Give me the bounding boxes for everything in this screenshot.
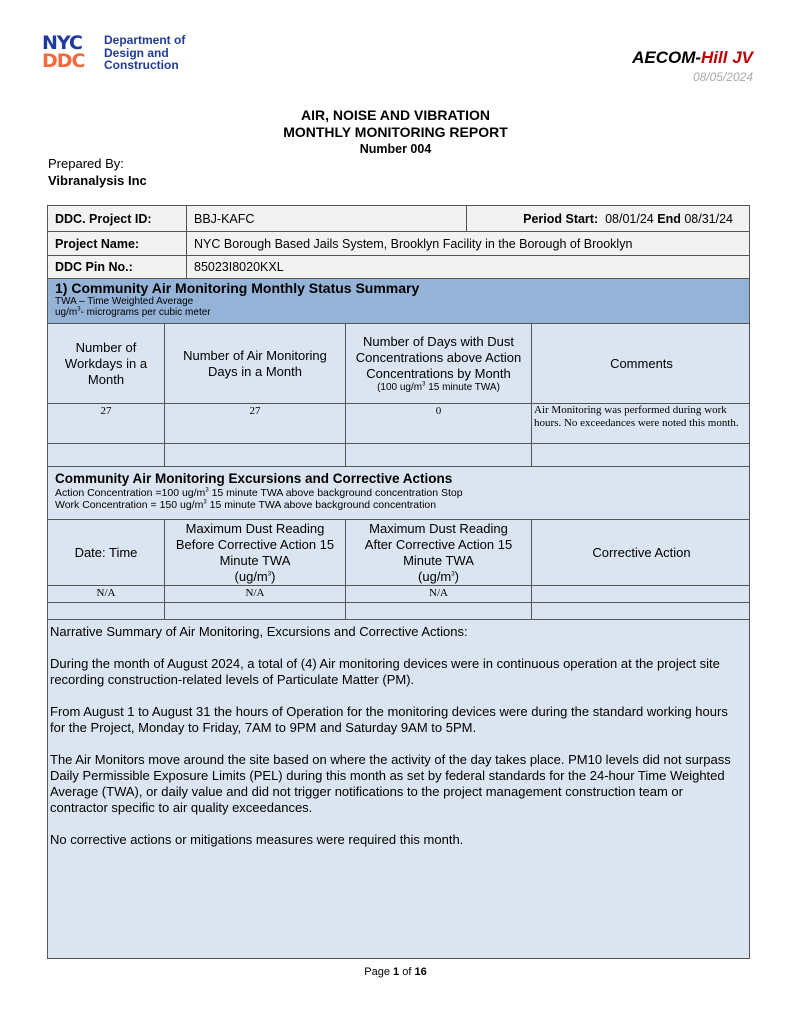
col-after-unit (418, 569, 459, 585)
logo-text (104, 34, 185, 72)
period-cell (466, 206, 751, 231)
twa-definition: TWA – Time Weighted Average (55, 296, 194, 307)
unit-sup: 3 (267, 571, 272, 578)
unit-def-sup: 3 (77, 306, 81, 313)
logo-line: Design and (104, 45, 169, 60)
empty-cell (48, 603, 164, 619)
empty-cell (48, 444, 164, 466)
prepared-by-company: Vibranalysis Inc (48, 173, 147, 188)
period-start-value: 08/01/24 (605, 211, 654, 226)
col-after-reading (345, 520, 531, 585)
unit-pre: (ug/m (234, 568, 268, 584)
project-id-value: BBJ-KAFC (186, 206, 466, 231)
empty-cell (345, 444, 531, 466)
unit-def-pre: ug/m (55, 307, 78, 318)
pin-row (48, 256, 749, 279)
work-sup: 3 (203, 499, 207, 506)
logo-mark (42, 34, 98, 72)
unit-sup: 3 (451, 571, 455, 578)
section1-header (48, 279, 749, 324)
title-line2: MONTHLY MONITORING REPORT (283, 124, 508, 140)
excursion-row-empty (48, 603, 749, 620)
empty-cell (345, 603, 531, 619)
summary-header-row (48, 324, 749, 404)
narrative-paragraph: The Air Monitors move around the site based on where the activity of the day takes place. PM10 levels did not surpass Daily Permissible Exposure Limits (PEL) during this month as set by federal standards for the 24-hour Time Weighted Average (TWA), or daily value and did not trigger notifications to the project management construction team or contractor specific to air quality exceedances. (50, 752, 731, 815)
unit-post: ) (454, 568, 459, 584)
excursion-row (48, 586, 749, 603)
unit-pre: (ug/m (418, 568, 452, 584)
period-start-label: Period Start: (523, 211, 599, 226)
work-pre: Work Concentration = 150 ug/m (55, 499, 204, 511)
empty-cell (531, 603, 751, 619)
empty-cell (164, 444, 345, 466)
title-line1: AIR, NOISE AND VIBRATION (300, 107, 490, 123)
col-after-label: Maximum Dust Reading After Corrective Action 15 Minute TWA (364, 520, 513, 568)
period-end-label: End (657, 211, 681, 226)
summary-row (48, 404, 749, 444)
project-id-row (48, 206, 749, 232)
col-before-label: Maximum Dust Reading Before Corrective Action 15 Minute TWA (175, 520, 335, 568)
summary-row-empty (48, 444, 749, 467)
jv-block (632, 48, 753, 84)
col-monitoring-days: Number of Air Monitoring Days in a Month (164, 324, 345, 403)
project-name-label: Project Name: (55, 236, 140, 251)
note-pre: (100 ug/m (377, 382, 423, 393)
report-number: Number 004 (359, 142, 432, 156)
col-exceedance-days (345, 324, 531, 403)
narrative-heading: Narrative Summary of Air Monitoring, Excursions and Corrective Actions: (50, 624, 468, 639)
prepared-by-label: Prepared By: (48, 156, 124, 171)
project-id-label: DDC. Project ID: (55, 211, 152, 226)
report-form (47, 205, 750, 959)
logo-nyc: NYC (42, 32, 82, 54)
section1-title: 1) Community Air Monitoring Monthly Status Summary (55, 280, 420, 296)
logo-ddc: DDC (42, 50, 85, 72)
col-exceedance-days-note (377, 382, 500, 393)
project-name-row (48, 232, 749, 256)
unit-definition (48, 307, 749, 318)
action-sup: 3 (205, 487, 209, 494)
jv-name-red: Hill JV (701, 48, 753, 67)
after-value: N/A (345, 586, 531, 602)
work-concentration (48, 499, 749, 511)
jv-name (632, 48, 753, 68)
action-pre: Action Concentration =100 ug/m (55, 487, 206, 499)
narrative-summary (48, 620, 749, 864)
comments-value: Air Monitoring was performed during work hours. No exceedances were noted this month. (531, 404, 751, 443)
workdays-value: 27 (100, 405, 112, 417)
col-before-unit (235, 569, 276, 585)
period-end-value: 08/31/24 (684, 211, 733, 226)
narrative-paragraph: During the month of August 2024, a total of (4) Air monitoring devices were in continuous operation at the project site recording construction-related levels of Particulate Matter (PM). (50, 656, 720, 687)
col-date-time: Date: Time (74, 544, 138, 560)
date-time-value: N/A (96, 587, 116, 599)
jv-date: 08/05/2024 (692, 70, 753, 84)
col-workdays: Number of Workdays in a Month (64, 339, 148, 387)
project-name-value: NYC Borough Based Jails System, Brooklyn Facility in the Borough of Brooklyn (186, 232, 751, 255)
logo-line: Department of (104, 33, 186, 47)
note-post: 15 minute TWA) (425, 382, 500, 393)
excursions-header (48, 467, 749, 520)
col-comments: Comments (531, 324, 751, 403)
nyc-ddc-logo (42, 34, 202, 74)
narrative-paragraph: No corrective actions or mitigations measures were required this month. (50, 832, 464, 847)
page-total: 16 (414, 966, 427, 978)
col-before-reading (164, 520, 345, 585)
logo-line: Construction (104, 58, 179, 72)
pin-label: DDC Pin No.: (55, 260, 133, 274)
unit-post: ) (271, 568, 276, 584)
report-title (0, 107, 791, 158)
page-label: Page (364, 966, 390, 978)
exceedance-days-value: 0 (345, 404, 531, 443)
before-value: N/A (164, 586, 345, 602)
jv-name-black: AECOM- (632, 48, 702, 67)
page-footer (0, 966, 791, 978)
action-concentration (48, 487, 749, 499)
prepared-by (48, 155, 147, 189)
monitoring-days-value: 27 (164, 404, 345, 443)
note-sup: 3 (422, 381, 426, 388)
of-label: of (402, 966, 412, 978)
empty-cell (164, 603, 345, 619)
excursions-title: Community Air Monitoring Excursions and Corrective Actions (55, 471, 453, 486)
action-post: 15 minute TWA above background concentration Stop (208, 487, 463, 499)
corrective-action-value (531, 586, 751, 602)
excursions-header-row (48, 520, 749, 586)
page-number: 1 (393, 966, 400, 978)
col-corrective-action: Corrective Action (531, 520, 751, 585)
unit-def-post: - micrograms per cubic meter (80, 307, 211, 318)
narrative-paragraph: From August 1 to August 31 the hours of Operation for the monitoring devices were during the standard working hours for the Project, Monday to Friday, 7AM to 9PM and Saturday 9AM to 5PM. (50, 704, 728, 735)
col-exceedance-days-label: Number of Days with Dust Concentrations above Action Concentrations by Month (355, 334, 522, 381)
work-post: 15 minute TWA above background concentration (206, 499, 437, 511)
pin-value: 85023I8020KXL (186, 256, 751, 278)
empty-cell (531, 444, 751, 466)
